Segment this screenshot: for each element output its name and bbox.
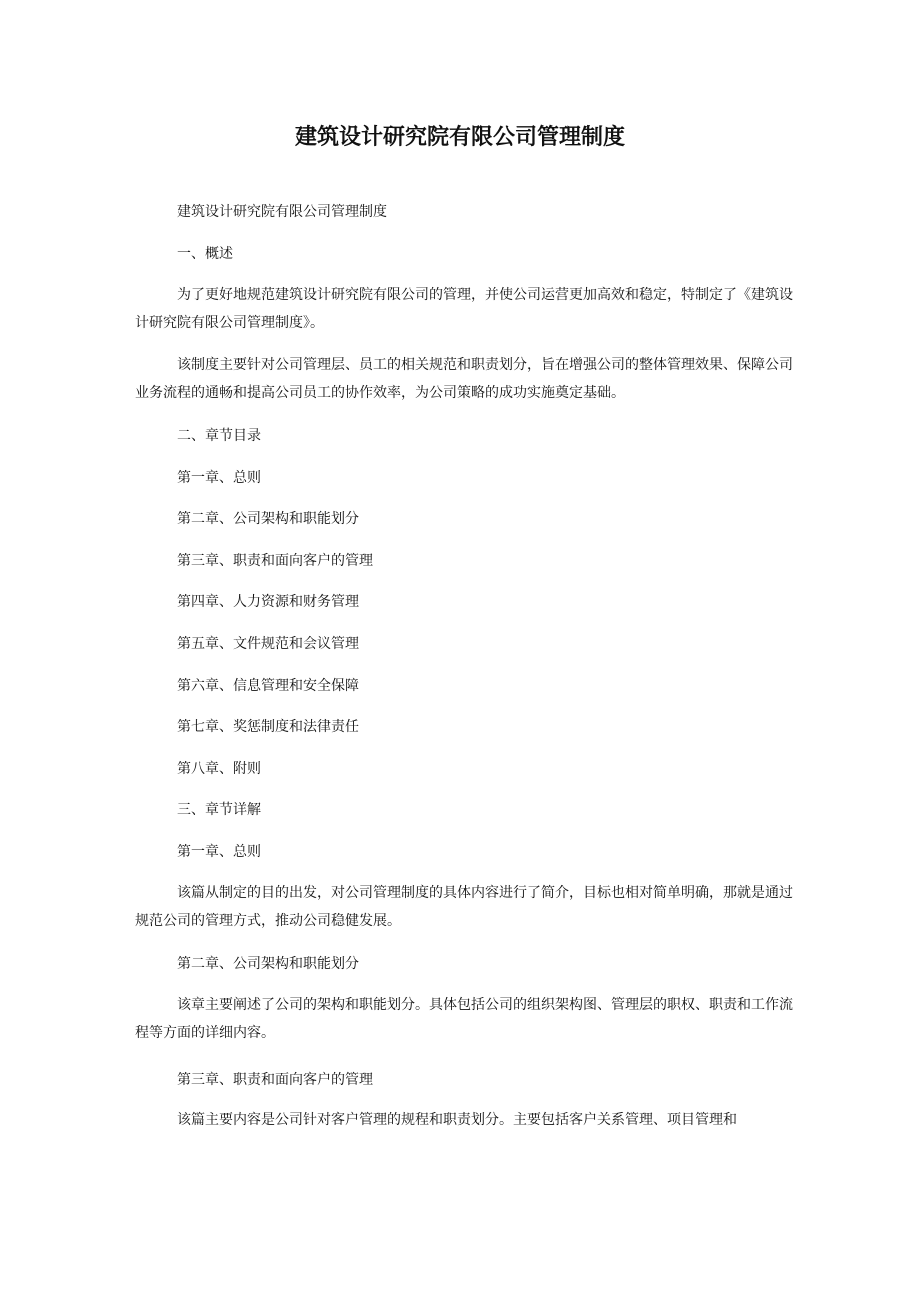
chapter-2-heading: 第二章、公司架构和职能划分 xyxy=(177,956,359,972)
toc-item: 第四章、人力资源和财务管理 xyxy=(177,594,359,610)
chapter-1-paragraph: 该篇从制定的目的出发，对公司管理制度的具体内容进行了简介，目标也相对简单明确，那就是通过规范公司的管理方式，推动公司稳健发展。 xyxy=(135,885,793,929)
toc-item: 第八章、附则 xyxy=(177,761,261,777)
section-heading-overview: 一、概述 xyxy=(177,246,233,262)
toc-item: 第二章、公司架构和职能划分 xyxy=(177,511,359,527)
overview-paragraph-2: 该制度主要针对公司管理层、员工的相关规范和职责划分，旨在增强公司的整体管理效果、保障公司业务流程的通畅和提高公司员工的协作效率，为公司策略的成功实施奠定基础。 xyxy=(135,357,793,401)
chapter-3-heading: 第三章、职责和面向客户的管理 xyxy=(177,1072,373,1088)
toc-item: 第七章、奖惩制度和法律责任 xyxy=(177,719,359,735)
toc-item: 第五章、文件规范和会议管理 xyxy=(177,636,359,652)
section-heading-toc: 二、章节目录 xyxy=(177,428,261,444)
chapter-3-paragraph: 该篇主要内容是公司针对客户管理的规程和职责划分。主要包括客户关系管理、项目管理和 xyxy=(177,1112,737,1128)
chapter-1-heading: 第一章、总则 xyxy=(177,844,261,860)
document-subtitle: 建筑设计研究院有限公司管理制度 xyxy=(177,204,387,220)
toc-item: 第一章、总则 xyxy=(177,470,261,486)
document-title: 建筑设计研究院有限公司管理制度 xyxy=(294,125,625,150)
section-heading-details: 三、章节详解 xyxy=(177,802,261,818)
chapter-2-paragraph: 该章主要阐述了公司的架构和职能划分。具体包括公司的组织架构图、管理层的职权、职责和工作流程等方面的详细内容。 xyxy=(135,997,793,1041)
toc-item: 第三章、职责和面向客户的管理 xyxy=(177,553,373,569)
toc-item: 第六章、信息管理和安全保障 xyxy=(177,678,359,694)
overview-paragraph-1: 为了更好地规范建筑设计研究院有限公司的管理，并使公司运营更加高效和稳定，特制定了《建筑设计研究院有限公司管理制度》。 xyxy=(135,287,793,331)
